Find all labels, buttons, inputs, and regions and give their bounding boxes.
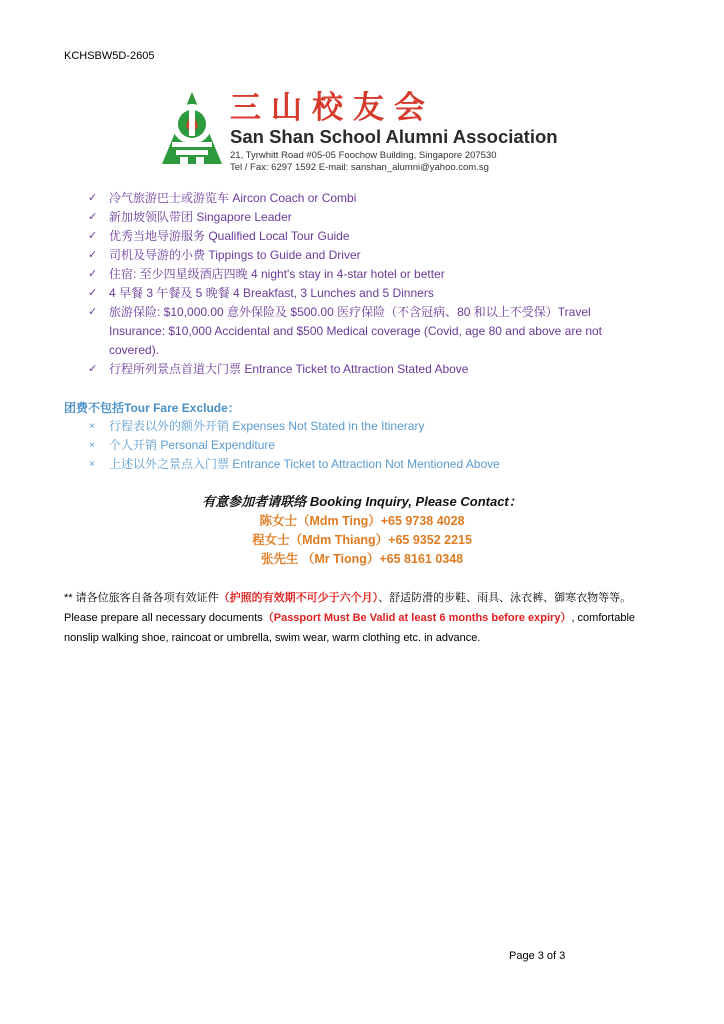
list-item — [88, 265, 648, 284]
check-icon: ✓ — [88, 230, 98, 242]
travel-notes — [64, 588, 664, 648]
list-item — [88, 246, 648, 265]
check-icon: ✓ — [88, 363, 98, 375]
list-item — [88, 208, 648, 227]
contact-line: 张先生 （Mr Tiong）+65 8161 0348 — [260, 552, 464, 566]
page-number: Page 3 of 3 — [509, 950, 566, 962]
contact-heading: 有意参加者请联络 Booking Inquiry, Please Contact： — [202, 494, 522, 509]
list-item-text: 旅游保险: $10,000.00 意外保险及 $500.00 医疗保险（不含冠病、80 和以上不受保）Travel Insurance: $10,000 Accidental and $500 Medical coverage (Covid, age 80 and above are not covered). — [109, 305, 603, 357]
check-icon: ✓ — [88, 287, 98, 299]
notes-text: , comfortable nonslip walking shoe, raincoat or umbrella, swim wear, warm clothing etc. in advance. — [64, 612, 636, 644]
list-item — [88, 303, 648, 360]
check-icon: ✓ — [88, 306, 98, 318]
check-icon: ✓ — [88, 268, 98, 280]
org-address: 21, Tyrwhitt Road #05-05 Foochow Building, Singapore 207530 — [230, 150, 497, 161]
cross-icon: × — [89, 440, 95, 451]
list-item-text: 住宿: 至少四星级酒店四晚 4 night's stay in 4-star hotel or better — [109, 267, 445, 281]
list-item — [88, 417, 648, 436]
letterhead — [160, 90, 580, 172]
list-item-text: 个人开销 Personal Expenditure — [109, 438, 276, 452]
excluded-items-list — [88, 417, 648, 474]
included-items-list — [88, 189, 648, 379]
list-item-text: 冷气旅游巴士或游览车 Aircon Coach or Combi — [109, 191, 357, 205]
org-english-name: San Shan School Alumni Association — [230, 126, 558, 147]
notes-warning: （Passport Must Be Valid at least 6 months before expiry） — [262, 612, 572, 624]
contact-line: 程女士（Mdm Thiang）+65 9352 2215 — [252, 533, 472, 547]
list-item — [88, 455, 648, 474]
check-icon: ✓ — [88, 249, 98, 261]
association-logo — [160, 90, 224, 170]
notes-text: 、舒适防滑的步鞋、雨具、泳衣裤、御寒衣物等等。Please prepare all necessary documents — [64, 592, 632, 624]
list-item — [88, 436, 648, 455]
org-contact: Tel / Fax: 6297 1592 E-mail: sanshan_alumni@yahoo.com.sg — [230, 162, 489, 173]
contact-line: 陈女士（Mdm Ting）+65 9738 4028 — [259, 514, 465, 528]
list-item — [88, 227, 648, 246]
notes-warning: （护照的有效期不可少于六个月） — [218, 592, 379, 604]
list-item-text: 优秀当地导游服务 Qualified Local Tour Guide — [109, 229, 350, 243]
list-item — [88, 189, 648, 208]
list-item-text: 司机及导游的小费 Tippings to Guide and Driver — [109, 248, 361, 262]
document-code: KCHSBW5D-2605 — [64, 50, 155, 62]
list-item-text: 行程表以外的额外开销 Expenses Not Stated in the Itinerary — [109, 419, 425, 433]
list-item-text: 上述以外之景点入门票 Entrance Ticket to Attraction Not Mentioned Above — [109, 457, 500, 471]
exclude-heading: 团费不包括Tour Fare Exclude： — [64, 401, 240, 415]
check-icon: ✓ — [88, 211, 98, 223]
org-chinese-name: 三山校友会 — [230, 90, 435, 126]
list-item-text: 4 早餐 3 午餐及 5 晚餐 4 Breakfast, 3 Lunches and 5 Dinners — [109, 286, 434, 300]
cross-icon: × — [89, 459, 95, 470]
notes-text: ** 请各位旅客自备各项有效证件 — [64, 592, 219, 604]
list-item — [88, 284, 648, 303]
cross-icon: × — [89, 421, 95, 432]
booking-contact — [0, 492, 724, 569]
list-item — [88, 360, 648, 379]
check-icon: ✓ — [88, 192, 98, 204]
list-item-text: 新加坡领队带团 Singapore Leader — [109, 210, 292, 224]
list-item-text: 行程所列景点首道大门票 Entrance Ticket to Attraction Stated Above — [109, 362, 469, 376]
